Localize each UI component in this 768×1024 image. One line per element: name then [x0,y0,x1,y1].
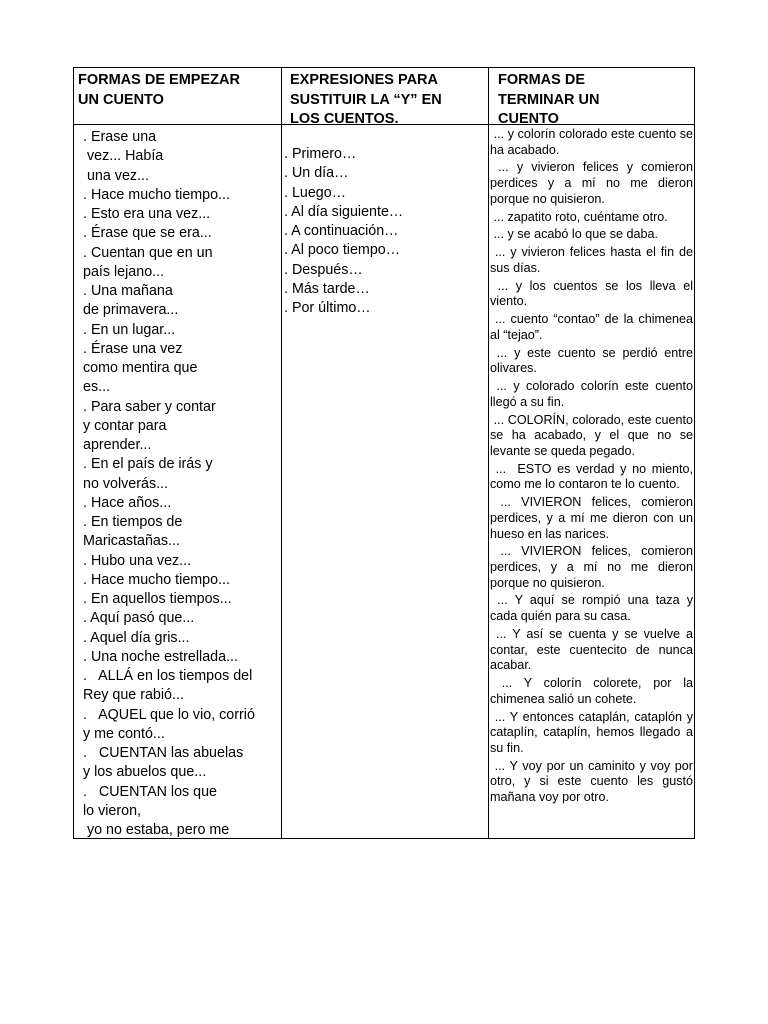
column-endings [490,127,697,808]
beginning-line: es... [83,379,111,396]
ending-item [490,345,697,377]
beginning-line: . Erase una [83,129,157,145]
connector-item: . Un día… [284,165,349,182]
beginning-line: . En el país de irás y [83,456,213,473]
ending-item-text: ... y los cuentos se los lleva el viento. [490,278,697,309]
header-expresiones-para-sustituir: EXPRESIONES PARA SUSTITUIR LA “Y” EN LOS CUENTOS. [290,72,442,127]
beginning-line: vez... Había [83,148,164,165]
ending-item [490,227,693,243]
ending-item-text: ... y colorín colorado este cuento se ha acabado. [490,127,697,157]
ending-item [490,312,697,343]
beginning-line: . Aquel día gris... [83,629,190,646]
ending-item [490,495,697,542]
ending-item-text: ... ESTO es verdad y no miento, como me lo contaron te lo cuento. [490,461,697,492]
beginning-line: . Cuentan que en un [83,244,213,261]
ending-item [490,709,697,757]
beginning-line: Maricastañas... [83,533,180,550]
stories-table [73,67,695,839]
ending-item-text: ... y se acabó lo que se daba. [490,227,659,242]
ending-item [490,461,697,493]
beginning-line: . ALLÁ en los tiempos del [83,668,253,684]
beginning-line: . En un lugar... [83,321,176,338]
header-formas-de-terminar: FORMAS DE TERMINAR UN CUENTO [498,72,600,127]
beginning-line: . Hace mucho tiempo... [83,571,231,588]
beginning-line: de primavera... [83,302,179,319]
connector-item: . Luego… [284,184,346,201]
beginning-line: . En aquellos tiempos... [83,591,232,607]
ending-item-text: ... Y entonces cataplán, cataplón y cataplín, cataplín, hemos llegado a su fin. [490,709,697,755]
ending-item-text: ... VIVIERON felices, comieron perdices, y a mí no me dieron porque no quisieron. [490,544,697,590]
beginning-line: yo no estaba, pero me [83,822,230,838]
beginning-line: . Para saber y contar [83,398,216,415]
beginning-line: no volverás... [83,475,169,492]
ending-item-text: ... y vivieron felices y comieron perdices y a mí no me dieron porque no quisieron. [490,160,697,206]
column-divider [488,68,489,838]
column-beginnings [83,128,279,840]
ending-item [490,412,697,460]
ending-item-text: ... VIVIERON felices, comieron perdices, y a mí me dieron con un hueso en las narices. [490,495,697,541]
beginning-line: . Hace mucho tiempo... [83,186,231,203]
ending-item-text: ... y vivieron felices hasta el fin de sus días. [490,245,697,275]
column-connectors [284,145,480,319]
ending-item-text: ... cuento “contao” de la chimenea al “tejao”. [490,312,697,342]
ending-item [490,676,697,707]
beginning-line: . CUENTAN los que [83,783,218,800]
beginning-line: como mentira que [83,360,198,376]
beginning-line: . Érase que se era... [83,225,212,242]
beginning-line: lo vieron, [83,802,142,819]
ending-item-text: ... Y colorín colorete, por la chimenea salió un cohete. [490,676,697,706]
ending-item [490,544,697,591]
ending-item [490,379,697,410]
beginning-line: . Esto era una vez... [83,206,211,222]
column-divider [281,68,282,838]
beginning-line: . Aquí pasó que... [83,610,195,627]
beginning-line: . Érase una vez [83,340,183,357]
beginning-line: y me contó... [83,725,165,742]
beginning-line: Rey que rabió... [83,687,184,704]
connector-item: . Al día siguiente… [284,203,404,220]
beginning-line: aprender... [83,437,152,453]
beginning-line: . Una noche estrellada... [83,648,238,665]
beginning-line: una vez... [83,167,149,184]
ending-item [490,278,697,310]
beginning-line: país lejano... [83,263,165,280]
connector-item: . Más tarde… [284,281,370,298]
beginning-line: . CUENTAN las abuelas [83,745,244,761]
connector-item: . Por último… [284,300,371,317]
ending-item [490,245,697,276]
ending-item-text: ... y este cuento se perdió entre olivares. [490,345,697,376]
beginning-line: . AQUEL que lo vio, corrió [83,706,255,723]
ending-item [490,626,697,674]
connector-item: . Al poco tiempo… [284,242,401,259]
ending-item [490,210,693,226]
ending-item [490,593,697,624]
ending-item-text: ... Y voy por un caminito y voy por otro, y si este cuento les gustó mañana voy por otro. [490,758,697,804]
ending-item [490,127,697,158]
ending-item-text: ... zapatito roto, cuéntame otro. [490,209,668,224]
header-formas-de-empezar: FORMAS DE EMPEZAR UN CUENTO [78,72,240,108]
connector-item: . A continuación… [284,223,399,240]
connector-item: . Primero… [284,146,357,162]
ending-item [490,758,697,806]
ending-item-text: ... Y aquí se rompió una taza y cada quién para su casa. [490,593,697,624]
beginning-line: . Hace años... [83,494,172,511]
ending-item [490,160,697,207]
ending-item-text: ... y colorado colorín este cuento llegó a su fin. [490,379,697,409]
ending-item-text: ... Y así se cuenta y se vuelve a contar, este cuentecito de nunca acabar. [490,626,697,673]
beginning-line: y contar para [83,417,167,434]
beginning-line: . Hubo una vez... [83,552,192,569]
beginning-line: . En tiempos de [83,514,183,530]
beginning-line: . Una mañana [83,283,173,299]
beginning-line: y los abuelos que... [83,764,207,781]
ending-item-text: ... COLORÍN, colorado, este cuento se ha acabado, y el que no se levante se queda pegado. [490,412,697,458]
connector-item: . Después… [284,261,363,278]
